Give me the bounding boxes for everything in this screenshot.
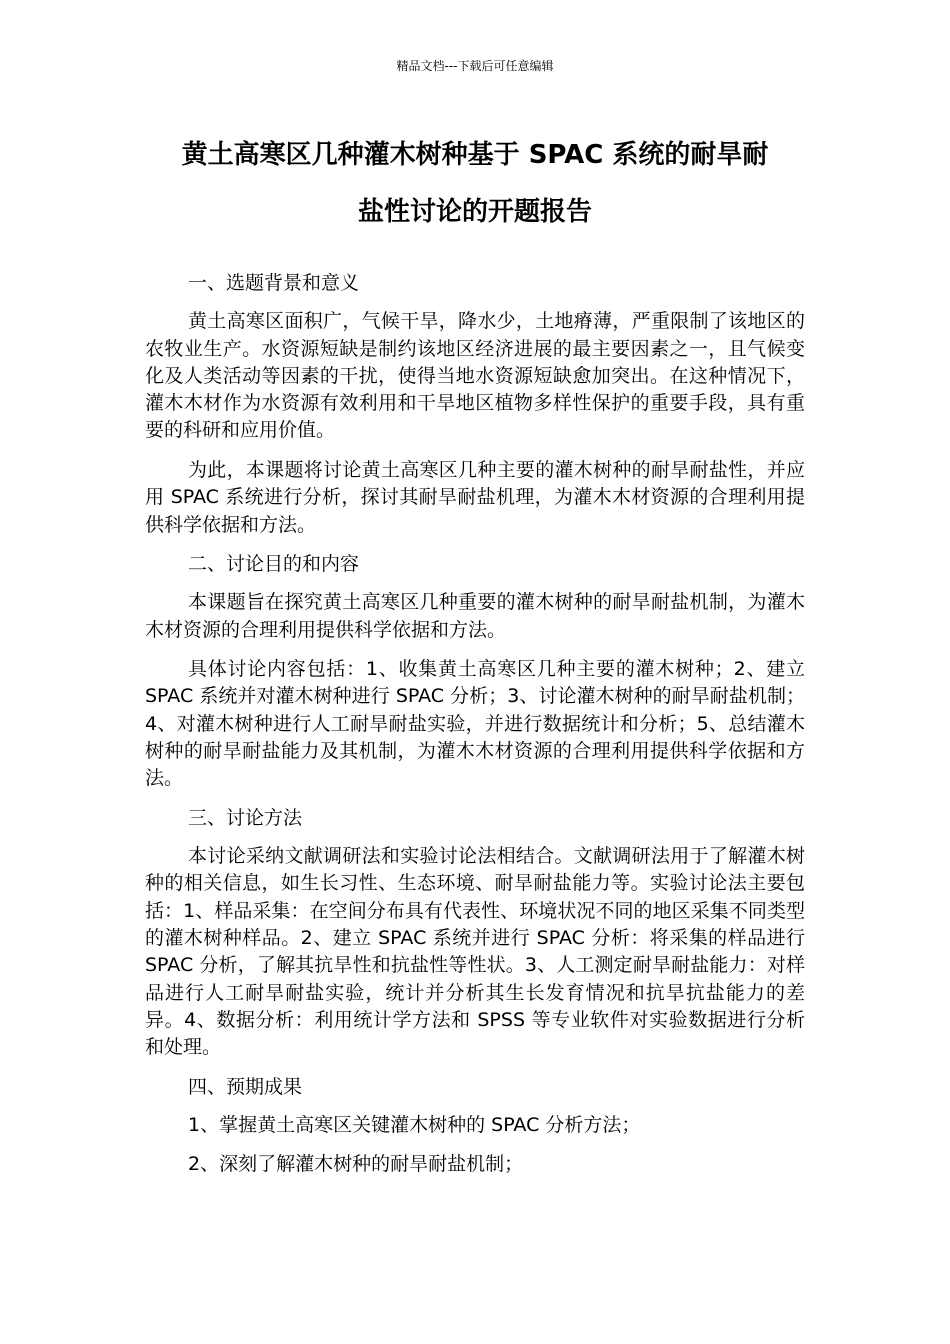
paragraph-methods: 本讨论采纳文献调研法和实验讨论法相结合。文献调研法用于了解灌木树种的相关信息，如生长习性、生态环境、耐旱耐盐能力等。实验讨论法主要包括：1、样品采集：在空间分布具有代表性、环境状况不同的地区采集不同类型的灌木树种样品。2、建立 SPAC 系统并进行 SPAC 分析：将采集的样品进行 SPAC 分析，了解其抗旱性和抗盐性等性状。3、人工测定耐旱耐盐能力：对样品进行人工耐旱耐盐实验，统计并分析其生长发育情况和抗旱抗盐能力的差异。4、数据分析：利用统计学方法和 SPSS 等专业软件对实验数据进行分析和处理。 bbox=[145, 845, 805, 1059]
section-heading-background: 一、选题背景和意义 bbox=[188, 272, 360, 294]
document-body bbox=[145, 270, 805, 1191]
paragraph-background-1: 黄土高寒区面积广，气候干旱，降水少，土地瘠薄，严重限制了该地区的农牧业生产。水资源短缺是制约该地区经济进展的最主要因素之一，且气候变化及人类活动等因素的干扰，使得当地水资源短缺愈加突出。在这种情况下，灌木木材作为水资源有效利用和干旱地区植物多样性保护的重要手段，具有重要的科研和应用价值。 bbox=[145, 310, 805, 442]
section-heading-outcomes: 四、预期成果 bbox=[188, 1075, 303, 1098]
outcome-item-2: 2、深刻了解灌木树种的耐旱耐盐机制； bbox=[188, 1153, 524, 1176]
document-title-line-2: 盐性讨论的开题报告 bbox=[357, 197, 592, 227]
outcome-item-1: 1、掌握黄土高寒区关键灌木树种的 SPAC 分析方法； bbox=[188, 1113, 641, 1136]
section-heading-purpose: 二、讨论目的和内容 bbox=[188, 553, 360, 576]
header-note: 精品文档---下载后可任意编辑 bbox=[396, 59, 554, 73]
paragraph-purpose-1: 本课题旨在探究黄土高寒区几种重要的灌木树种的耐旱耐盐机制，为灌木木材资源的合理利用提供科学依据和方法。 bbox=[145, 591, 805, 641]
paragraph-background-2: 为此，本课题将讨论黄土高寒区几种主要的灌木树种的耐旱耐盐性，并应用 SPAC 系统进行分析，探讨其耐旱耐盐机理，为灌木木材资源的合理利用提供科学依据和方法。 bbox=[145, 458, 805, 536]
section-heading-methods: 三、讨论方法 bbox=[188, 806, 303, 829]
document-title-line-1: 黄土高寒区几种灌木树种基于 SPAC 系统的耐旱耐 bbox=[181, 140, 769, 170]
paragraph-purpose-2: 具体讨论内容包括：1、收集黄土高寒区几种主要的灌木树种；2、建立 SPAC 系统并对灌木树种进行 SPAC 分析；3、讨论灌木树种的耐旱耐盐机制；4、对灌木树种进行人工耐旱耐盐实验，并进行数据统计和分析；5、总结灌木树种的耐旱耐盐能力及其机制，为灌木木材资源的合理利用提供科学依据和方法。 bbox=[145, 658, 805, 790]
